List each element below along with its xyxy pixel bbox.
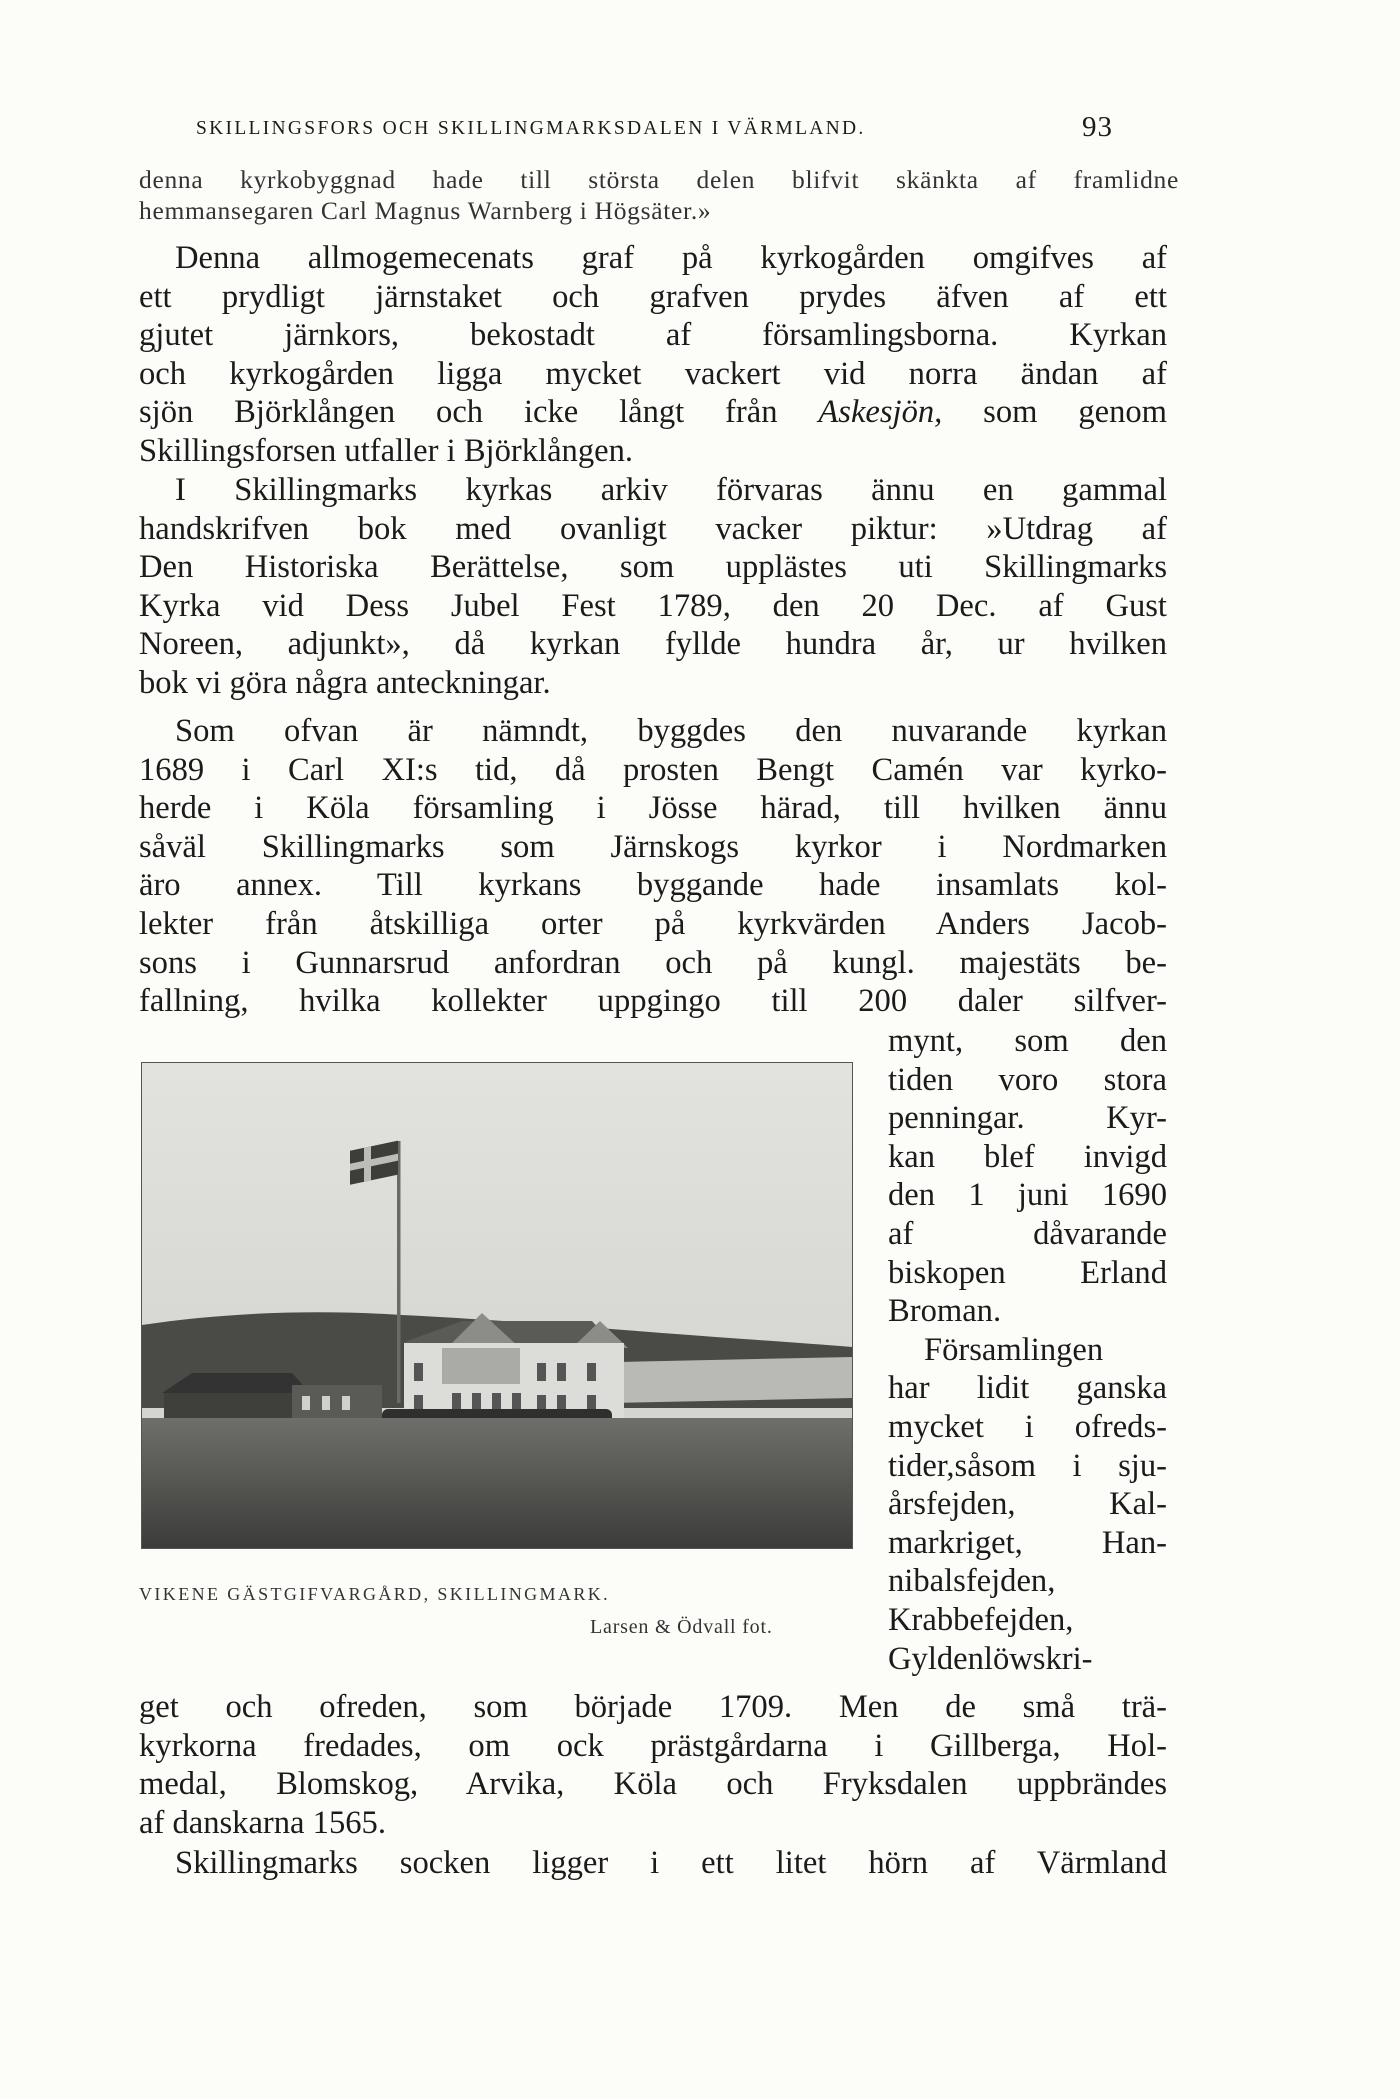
text-line: af dåvarande [888, 1215, 1167, 1252]
text-line: Skillingmarks socken ligger i ett litet hörn af Värmland [175, 1845, 1167, 1881]
text-line: af danskarna 1565. [139, 1804, 386, 1841]
text-line: Krabbefejden, [888, 1601, 1074, 1638]
paragraph-4 [139, 1688, 1167, 1842]
text-line: Kyrka vid Dess Jubel Fest 1789, den 20 Dec. af Gust [139, 587, 1167, 624]
text-line: gjutet järnkors, bekostadt af församlingsborna. Kyrkan [139, 317, 1167, 354]
text-line: I Skillingmarks kyrkas arkiv förvaras ännu en gammal [175, 472, 1167, 508]
text-line: Den Historiska Berättelse, som upplästes uti Skillingmarks [139, 549, 1167, 586]
small-line: hemmansegaren Carl Magnus Warnberg i Högsäter.» [139, 196, 712, 225]
text-line: Denna allmogemecenats graf på kyrkogården omgifves af [175, 240, 1167, 276]
text-line: biskopen Erland [888, 1254, 1167, 1291]
photo-credit: Larsen & Ödvall fot. [590, 1616, 773, 1638]
text-line: markriget, Han- [888, 1524, 1167, 1561]
text-line: handskrifven bok med ovanligt vacker piktur: »Utdrag af [139, 510, 1167, 547]
text-line: 1689 i Carl XI:s tid, då prosten Bengt Camén var kyrko- [139, 751, 1167, 788]
running-header: SKILLINGSFORS OCH SKILLINGMARKSDALEN I VÄRMLAND. [196, 118, 866, 139]
text-line: herde i Köla församling i Jösse härad, till hvilken ännu [139, 790, 1167, 827]
wrapped-column [888, 1022, 1167, 1678]
text-line: Noreen, adjunkt», då kyrkan fyllde hundra år, ur hvilken [139, 626, 1167, 663]
text-line: ett prydligt järnstaket och grafven prydes äfven af ett [139, 278, 1167, 315]
text-line: penningar. Kyr- [888, 1100, 1167, 1137]
text-line: medal, Blomskog, Arvika, Köla och Fryksdalen uppbrändes [139, 1766, 1167, 1803]
small-line: denna kyrkobyggnad hade till största delen blifvit skänkta af framlidne [139, 165, 1179, 194]
page-number: 93 [1082, 111, 1113, 143]
paragraph-2 [139, 471, 1167, 703]
quoted-small-text [139, 164, 1179, 226]
inn-photograph [141, 1062, 853, 1549]
text-line: äro annex. Till kyrkans byggande hade insamlats kol- [139, 867, 1167, 904]
photo-illustration [142, 1063, 852, 1548]
text-line: mynt, som den [888, 1023, 1167, 1059]
text-line: bok vi göra några anteckningar. [139, 664, 551, 701]
text-run: som genom [942, 394, 1167, 431]
paragraph-1 [139, 239, 1167, 471]
paragraph-3 [139, 712, 1167, 1021]
text-line: Församlingen [924, 1331, 1104, 1368]
text-line: och kyrkogården ligga mycket vackert vid norra ändan af [139, 355, 1167, 392]
meadow [142, 1418, 852, 1548]
text-line: nibalsfejden, [888, 1563, 1056, 1600]
text-line: tiden voro stora [888, 1061, 1167, 1098]
text-line: Som ofvan är nämndt, byggdes den nuvarande kyrkan [175, 713, 1167, 749]
text-line: get och ofreden, som började 1709. Men de små trä- [139, 1689, 1167, 1725]
text-line: Skillingsforsen utfaller i Björklången. [139, 432, 634, 469]
flagpole [397, 1141, 401, 1403]
text-line: kyrkorna fredades, om ock prästgårdarna i Gillberga, Hol- [139, 1727, 1167, 1764]
text-line: Gyldenlöwskri- [888, 1640, 1093, 1677]
text-line: fallning, hvilka kollekter uppgingo till 200 daler silfver- [139, 983, 1167, 1020]
text-line: lekter från åtskilliga orter på kyrkvärden Anders Jacob- [139, 905, 1167, 942]
text-line: såväl Skillingmarks som Järnskogs kyrkor i Nordmarken [139, 828, 1167, 865]
text-line: kan blef invigd [888, 1138, 1167, 1175]
text-run: sjön Björklången och icke långt från [139, 394, 819, 431]
text-line: Broman. [888, 1293, 1002, 1330]
italic-place-name: Askesjön, [818, 394, 943, 431]
text-line: har lidit ganska [888, 1370, 1167, 1407]
text-line: mycket i ofreds- [888, 1408, 1167, 1445]
text-line: årsfejden, Kal- [888, 1486, 1167, 1523]
paragraph-5 [139, 1844, 1167, 1883]
text-line: tider,såsom i sju- [888, 1447, 1167, 1484]
text-line: sons i Gunnarsrud anfordran och på kungl. majestäts be- [139, 944, 1167, 981]
text-line: den 1 juni 1690 [888, 1177, 1167, 1214]
text-line [139, 393, 1167, 432]
photo-caption: VIKENE GÄSTGIFVARGÅRD, SKILLINGMARK. [139, 1584, 611, 1604]
